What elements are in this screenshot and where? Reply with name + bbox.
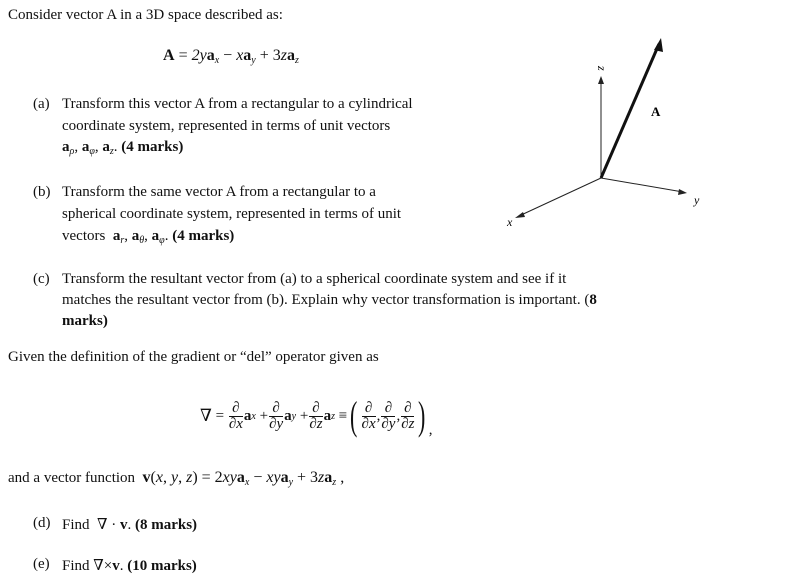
z-axis-arrow (598, 76, 604, 84)
part-a-line1: Transform this vector A from a rectangular to a cylindrical (62, 96, 413, 112)
intro-text: Consider vector A in a 3D space described as: (8, 7, 283, 23)
part-a-label: (a) (33, 96, 50, 112)
part-a-line2: coordinate system, represented in terms of unit vectors (62, 118, 391, 134)
eq-lhs: A (163, 47, 175, 64)
part-b-line1: Transform the same vector A from a rectangular to a (62, 184, 376, 200)
part-d-label: (d) (33, 515, 51, 531)
part-c-line2: matches the resultant vector from (b). Explain why vector transformation is important. (8 (62, 292, 597, 308)
part-c-line3: marks) (62, 313, 108, 329)
y-axis-label: y (694, 193, 700, 207)
y-axis-arrow (678, 189, 687, 195)
part-b-line2: spherical coordinate system, represented in terms of unit (62, 206, 402, 222)
vector-function-line: and a vector function v(x, y, $z) = 2xya_x - xya_y + 3za_z$ , (8, 469, 345, 488)
coordinate-axes-figure (495, 30, 725, 230)
vector-a-equation: $A = 2ya_x - xa_y + 3za_z$ (163, 47, 299, 66)
y-axis (601, 178, 683, 192)
part-c-label: (c) (33, 271, 50, 287)
part-e-text: Find ∇×v. (10 marks) (62, 558, 197, 574)
part-c-line1: Transform the resultant vector from (a) to a spherical coordinate system and see if it (62, 271, 567, 287)
part-e-label: (e) (33, 556, 50, 572)
part-a-line3: $a_\rho$, $a_\varphi$, $a_z$. (4 marks) (62, 139, 184, 157)
x-axis-label: x (507, 215, 513, 229)
part-b-label: (b) (33, 184, 51, 200)
vector-a-label: A (651, 104, 661, 119)
x-axis-arrow (515, 212, 525, 218)
part-d-text: Find ∇ · v. (8 marks) (62, 517, 198, 533)
z-axis-label: z (595, 66, 609, 71)
x-axis (519, 178, 601, 216)
gradient-intro: Given the definition of the gradient or “del” operator given as (8, 349, 379, 365)
vector-a-arrow (654, 38, 663, 52)
del-operator-equation: ∇ = $\frac{\partial}{\partial x}$ a x + $\frac{\partial}{\partial y}$ a y + $\frac{\partial}{\partial z}$ a z ≡ ( $\frac{\partial}{\partial x}$ , $\frac{\partial}{\partial y}$ , $\frac{\partial}{\partial z}$ ) , (200, 393, 433, 438)
part-b-line3: vectors $a_r$, $a_\theta$, $a_\varphi$. (4 marks) (62, 228, 235, 246)
